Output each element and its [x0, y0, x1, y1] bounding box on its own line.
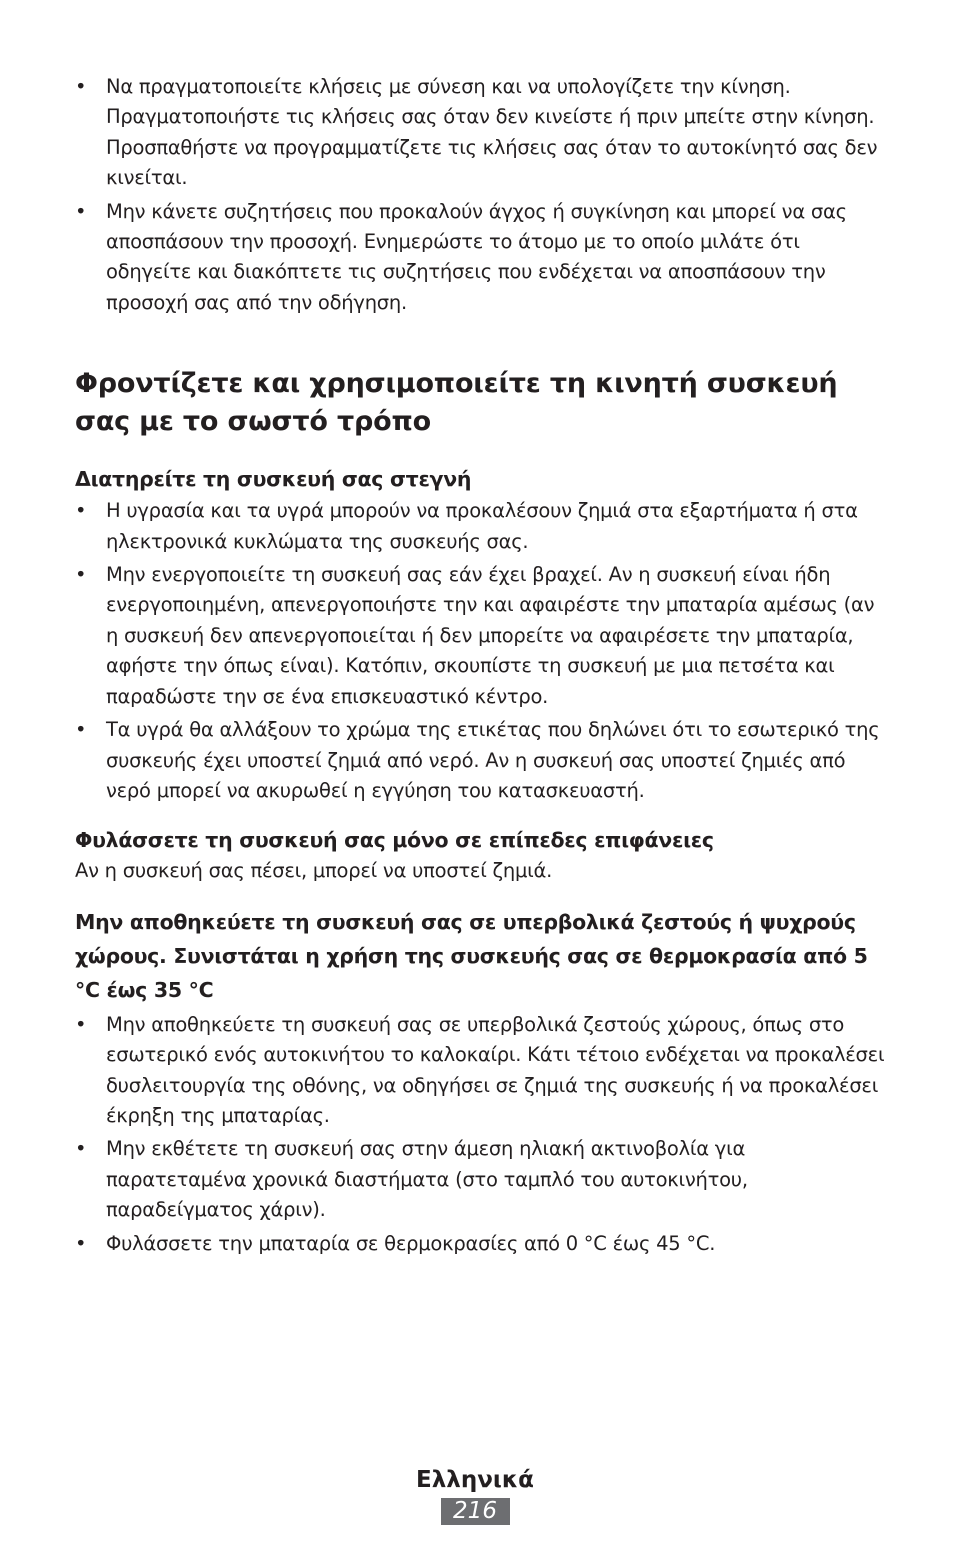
bullet-glyph: •: [75, 199, 87, 223]
list-item: [75, 715, 887, 806]
list-item: [75, 1229, 887, 1259]
bullet-glyph: •: [75, 75, 87, 98]
list-item-text: Μην εκθέτετε τη συσκευή σας στην άμεση ηλιακή ακτινοβολία για παρατεταμένα χρονικά διαστήματα (στο ταμπλό του αυτοκινήτου, παραδείγματος χάριν).: [106, 1137, 748, 1222]
page-footer: [0, 1463, 954, 1525]
list-item-text: Η υγρασία και τα υγρά μπορούν να προκαλέσουν ζημιά στα εξαρτήματα ή στα ηλεκτρονικά κυκλώματα της συσκευής σας.: [106, 499, 858, 553]
bullet-glyph: •: [75, 1012, 87, 1036]
list-item-text: Φυλάσσετε την μπαταρία σε θερμοκρασίες από 0 °C έως 45 °C.: [106, 1231, 716, 1255]
list-item: [75, 72, 887, 194]
bullet-glyph: •: [75, 563, 87, 587]
list-item-text: Μην κάνετε συζητήσεις που προκαλούν άγχος ή συγκίνηση και μπορεί να σας αποσπάσουν την προσοχή. Ενημερώστε το άτομο με το οποίο μιλάτε ότι οδηγείτε και διακόπτετε τις συζητήσεις που ενδέχεται να αποσπάσουν την προσοχή σας από την οδήγηση.: [106, 199, 847, 314]
main-heading: Φροντίζετε και χρησιμοποιείτε τη κινητή συσκευή σας με το σωστό τρόπο: [75, 368, 838, 438]
bullet-glyph: •: [75, 1231, 87, 1255]
list-item-text: Να πραγματοποιείτε κλήσεις με σύνεση και να υπολογίζετε την κίνηση. Πραγματοποιήστε τις κλήσεις σας όταν δεν κινείστε ή πριν μπείτε στην κίνηση. Προσπαθήστε να προγραμματίζετε τις κλήσεις σας όταν το αυτοκίνητό σας δεν κινείται.: [106, 75, 878, 190]
list-item-text: Μην ενεργοποιείτε τη συσκευή σας εάν έχει βραχεί. Αν η συσκευή είναι ήδη ενεργοποιημένη, απενεργοποιήστε την και αφαιρέστε την μπαταρία αμέσως (αν η συσκευή δεν απενεργοποιείται ή δεν μπορείτε να αφαιρέσετε την μπαταρία, αφήστε την όπως είναι). Κατόπιν, σκουπίστε τη συσκευή με μια πετσέτα και παραδώστε την σε ένα επισκευαστικό κέντρο.: [106, 563, 875, 708]
bullet-glyph: •: [75, 718, 87, 742]
temperature-bullet-list: [75, 1010, 887, 1259]
list-item: [75, 496, 887, 557]
section-heading-dry: Διατηρείτε τη συσκευή σας στεγνή: [75, 467, 472, 492]
dry-bullet-list: [75, 496, 887, 806]
section-flat-text: Αν η συσκευή σας πέσει, μπορεί να υποστεί ζημιά.: [75, 859, 553, 883]
list-item: [75, 1134, 887, 1225]
page-number: 216: [441, 1498, 510, 1525]
document-page: [75, 72, 887, 1262]
top-bullet-list: [75, 72, 887, 318]
bullet-glyph: •: [75, 499, 87, 523]
section-heading-flat: Φυλάσσετε τη συσκευή σας μόνο σε επίπεδες επιφάνειες: [75, 828, 714, 853]
list-item-text: Μην αποθηκεύετε τη συσκευή σας σε υπερβολικά ζεστούς χώρους, όπως στο εσωτερικό ενός αυτοκινήτου το καλοκαίρι. Κάτι τέτοιο ενδέχεται να προκαλέσει δυσλειτουργία της οθόνης, να οδηγήσει σε ζημιά της συσκευής ή να προκαλέσει έκρηξη της μπαταρίας.: [106, 1012, 885, 1127]
list-item: [75, 197, 887, 319]
section-heading-temperature: Μην αποθηκεύετε τη συσκευή σας σε υπερβολικά ζεστούς ή ψυχρούς χώρους. Συνιστάται η χρήση της συσκευής σας σε θερμοκρασία από 5 °C έως 35 °C: [75, 909, 868, 1002]
list-item-text: Τα υγρά θα αλλάξουν το χρώμα της ετικέτας που δηλώνει ότι το εσωτερικό της συσκευής έχει υποστεί ζημιά από νερό. Αν η συσκευή σας υποστεί ζημιές από νερό μπορεί να ακυρωθεί η εγγύηση του κατασκευαστή.: [106, 718, 880, 802]
bullet-glyph: •: [75, 1137, 87, 1161]
list-item: [75, 1010, 887, 1132]
list-item: [75, 560, 887, 712]
footer-language: Ελληνικά: [416, 1467, 534, 1493]
